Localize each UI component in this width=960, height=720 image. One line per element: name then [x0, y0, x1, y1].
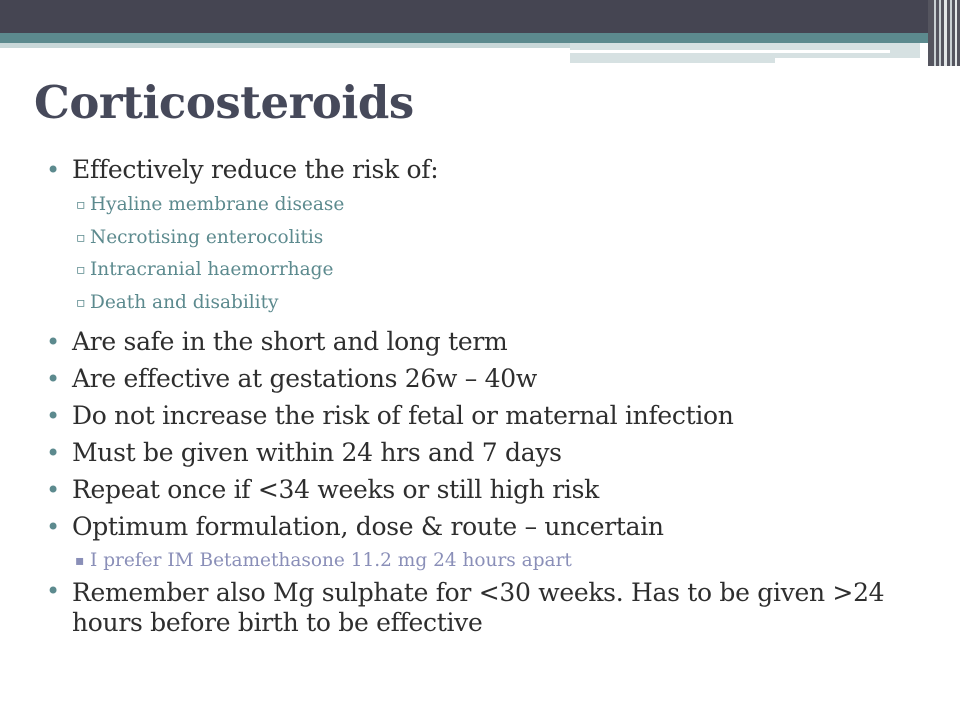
bullet-dot-icon: • — [46, 364, 60, 393]
sub-sub-bullet-item — [46, 546, 936, 576]
sub-bullet-text: Death and disability — [90, 292, 279, 314]
bullet-text: Must be given within 24 hrs and 7 days — [72, 437, 562, 467]
bullet-item — [46, 576, 936, 638]
bullet-item — [46, 435, 936, 471]
slide-content — [46, 152, 936, 639]
square-bullet-icon: ▫ — [76, 197, 86, 213]
bullet-text: Repeat once if <34 weeks or still high risk — [72, 474, 599, 504]
sub-bullet-item — [46, 222, 936, 255]
bullet-text: Do not increase the risk of fetal or maternal infection — [72, 400, 734, 430]
sub-bullet-text: Hyaline membrane disease — [90, 194, 345, 215]
header-strip-line — [775, 58, 920, 63]
header-strip-line — [570, 50, 890, 53]
bullet-item — [46, 361, 936, 397]
bullet-dot-icon: • — [46, 327, 60, 356]
bullet-dot-icon: • — [46, 401, 60, 430]
sub-bullet-text: Necrotising enterocolitis — [90, 226, 324, 248]
bullet-text: Optimum formulation, dose & route – uncertain — [72, 511, 664, 541]
bullet-item — [46, 472, 936, 508]
bullet-dot-icon: • — [46, 475, 60, 504]
square-bullet-icon: ▫ — [76, 229, 86, 246]
sub-bullet-text: Intracranial haemorrhage — [90, 259, 334, 281]
square-bullet-icon: ▫ — [76, 295, 86, 312]
diamond-bullet-icon: ▪ — [75, 552, 85, 569]
bullet-text: Are effective at gestations 26w – 40w — [72, 363, 537, 393]
bullet-dot-icon: • — [46, 576, 60, 605]
header-strip — [0, 43, 570, 48]
sub-sub-bullet-text: I prefer IM Betamethasone 11.2 mg 24 hours apart — [90, 549, 572, 571]
bullet-dot-icon: • — [46, 438, 60, 467]
header-teal-bar — [0, 33, 960, 43]
corner-decoration — [928, 0, 960, 66]
bullet-item — [46, 398, 936, 434]
bullet-dot-icon: • — [46, 156, 60, 184]
bullet-item — [46, 152, 936, 188]
bullet-text: Remember also Mg sulphate for <30 weeks. Has to be given >24 hours before birth to be effective — [72, 577, 885, 637]
bullet-text: Are safe in the short and long term — [72, 326, 508, 356]
sub-bullet-item — [46, 287, 936, 320]
sub-bullet-item — [46, 254, 936, 287]
bullet-item — [46, 324, 936, 360]
bullet-item — [46, 509, 936, 545]
bullet-text: Effectively reduce the risk of: — [72, 155, 439, 184]
square-bullet-icon: ▫ — [76, 262, 86, 279]
sub-bullet-item — [46, 189, 936, 222]
header-dark-bar — [0, 0, 960, 33]
bullet-dot-icon: • — [46, 512, 60, 541]
slide-title: Corticosteroids — [34, 76, 414, 129]
